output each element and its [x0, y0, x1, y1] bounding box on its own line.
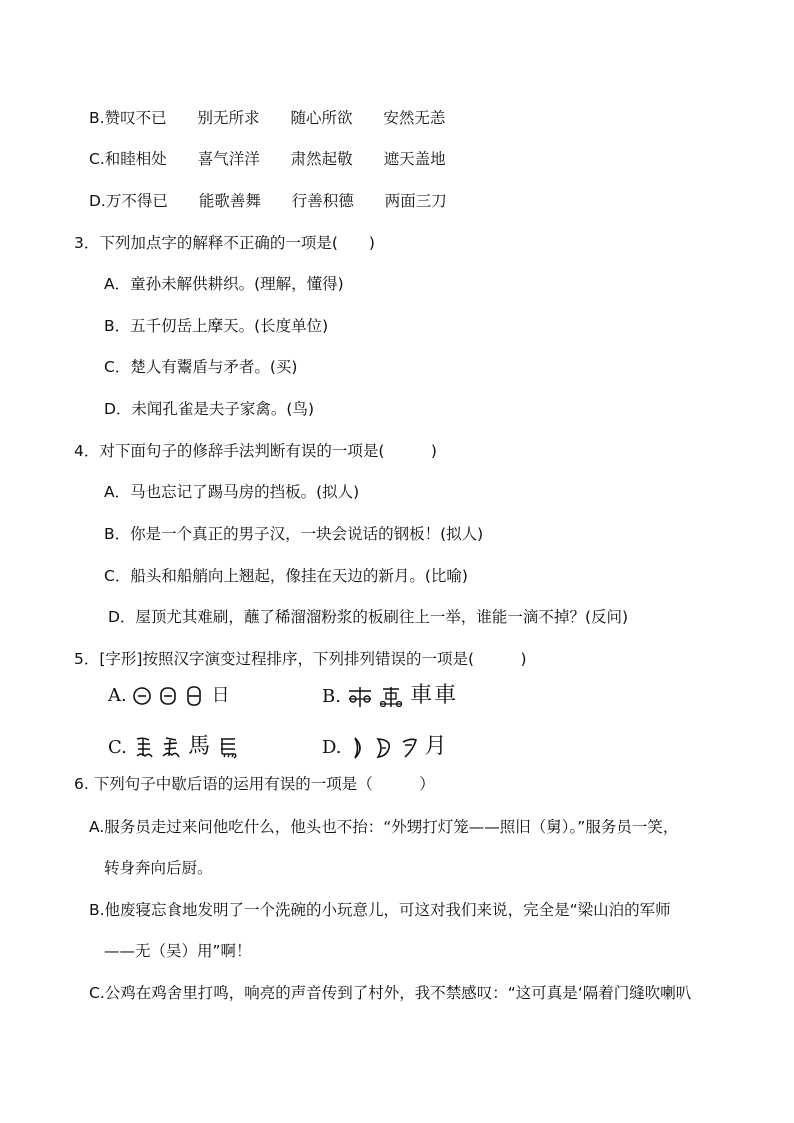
- q4-option-d: D．屋顶尤其难刷，蘸了稀溜溜粉浆的板刷往上一举，谁能一滴不掉？(反问): [108, 608, 629, 626]
- q6-option-b-cont: ——无（吴）用”啊！: [104, 942, 252, 960]
- q6-option-a-cont: 转身奔向后厨。: [104, 859, 213, 877]
- q6-stem: 6. 下列句子中歇后语的运用有误的一项是（ ）: [74, 775, 435, 793]
- q5-option-d: D. 月: [322, 734, 447, 759]
- q3-option-b: B．五千仞岳上摩天。(长度单位): [104, 317, 329, 335]
- q3-option-d: D．未闻孔雀是夫子家禽。(鸟): [104, 400, 315, 418]
- q6-option-c: C.公鸡在鸡舍里打鸣，响亮的声音传到了村外，我不禁感叹：“这可真是‘隔着门缝吹喇叭: [89, 984, 692, 1002]
- q6-option-a: A.服务员走过来问他吃什么，他头也不抬：“外甥打灯笼——照旧（舅）。”服务员一笑，: [89, 818, 679, 836]
- ancient-sun-glyph-icon: [132, 685, 152, 707]
- ancient-cart-glyph-icon: [378, 685, 404, 709]
- q2-option-c: C.和睦相处 喜气洋洋 肃然起敬 遮天盖地: [89, 150, 446, 168]
- ancient-moon-glyph-icon: [347, 736, 367, 760]
- ancient-horse-glyph-icon: [133, 736, 155, 760]
- q6-option-b: B.他废寝忘食地发明了一个洗碗的小玩意儿，可这对我们来说，完全是“梁山泊的军师: [89, 901, 671, 919]
- ancient-sun-glyph-icon: [158, 685, 178, 707]
- q4-stem: 4．对下面句子的修辞手法判断有误的一项是( ): [74, 442, 437, 460]
- ancient-sun-glyph-icon: [184, 685, 204, 707]
- q4-option-b: B．你是一个真正的男子汉，一块会说话的钢板！(拟人): [104, 525, 484, 543]
- ancient-horse-glyph-icon: [216, 736, 240, 760]
- q5-option-c: C. 馬: [108, 735, 240, 760]
- q5-option-a: A. 日: [108, 685, 230, 706]
- ancient-moon-glyph-icon: [373, 736, 393, 760]
- q4-option-c: C．船头和船艄向上翘起，像挂在天边的新月。(比喻): [104, 567, 468, 585]
- q3-option-a: A．童孙未解供耕织。(理解，懂得): [104, 275, 344, 293]
- q2-option-d: D.万不得已 能歌善舞 行善积德 两面三刀: [89, 192, 447, 210]
- q3-option-c: C．楚人有鬻盾与矛者。(买): [104, 358, 298, 376]
- ancient-moon-glyph-icon: [399, 736, 419, 760]
- ancient-cart-glyph-icon: [347, 685, 373, 709]
- q5-option-b: B. 車車: [322, 683, 459, 708]
- q3-stem: 3．下列加点字的解释不正确的一项是( ): [74, 234, 375, 252]
- q2-option-b: B.赞叹不已 别无所求 随心所欲 安然无恙: [89, 109, 446, 127]
- q5-stem: 5．[字形]按照汉字演变过程排序，下列排列错误的一项是( ): [74, 650, 527, 668]
- ancient-horse-glyph-icon: [160, 736, 182, 760]
- q4-option-a: A．马也忘记了踢马房的挡板。(拟人): [104, 483, 360, 501]
